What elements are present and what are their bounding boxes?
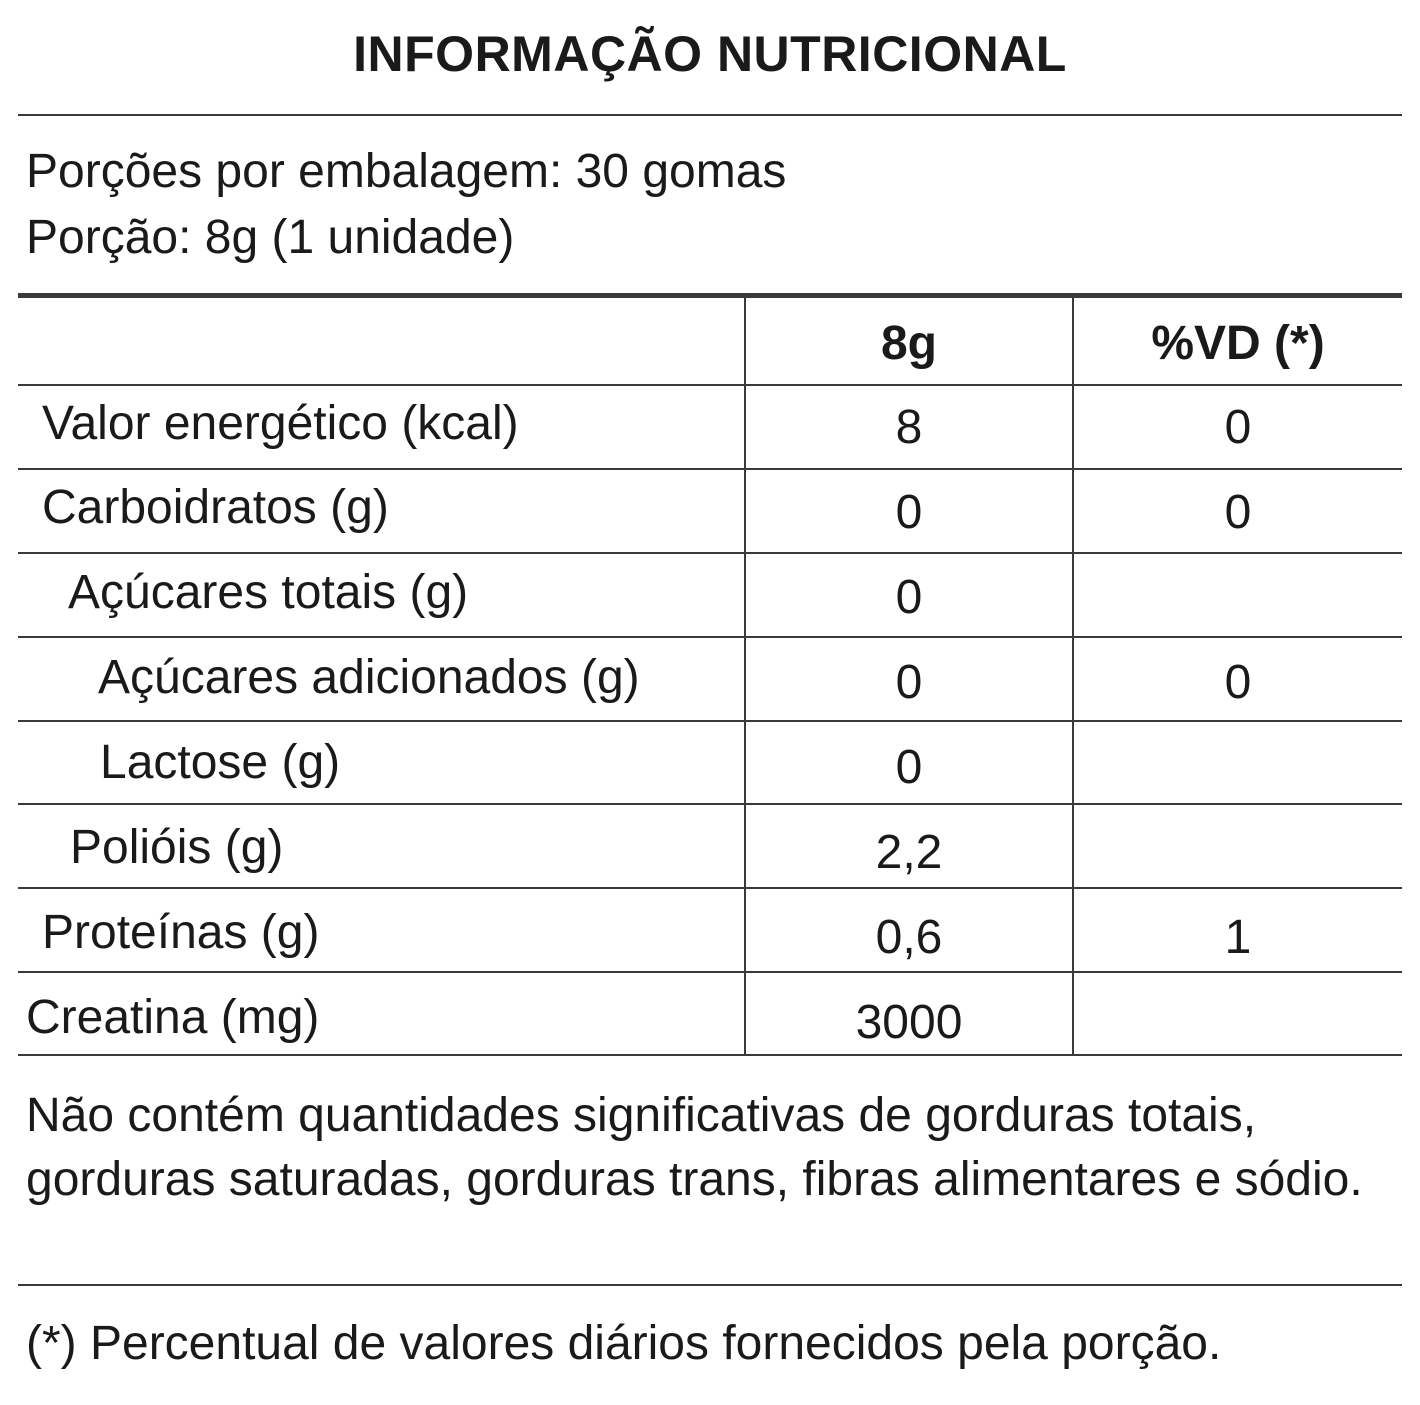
row-amount-creatine: 3000 (855, 996, 963, 1049)
row-label-carbs: Carboidratos (g) (42, 481, 389, 534)
row-amount-energy: 8 (895, 401, 923, 454)
row-label-total-sugars: Açúcares totais (g) (68, 566, 469, 619)
row-dv-energy: 0 (1224, 401, 1252, 454)
row-label-added-sugars: Açúcares adicionados (g) (98, 651, 640, 704)
row-dv-added-sugars: 0 (1224, 656, 1252, 709)
row-amount-total-sugars: 0 (895, 571, 923, 624)
row-label-polyols: Polióis (g) (70, 821, 284, 874)
row-divider (18, 1054, 1402, 1056)
divider (18, 114, 1402, 116)
row-dv-polyols (1074, 811, 1402, 895)
row-divider (18, 971, 1402, 973)
row-dv-total-sugars (1074, 556, 1402, 640)
row-dv-proteins: 1 (1224, 911, 1252, 964)
row-divider (18, 803, 1402, 805)
row-dv-creatine (1074, 981, 1402, 1065)
row-amount-added-sugars: 0 (895, 656, 923, 709)
header-amount: 8g (880, 317, 937, 370)
row-label-lactose: Lactose (g) (100, 736, 341, 789)
daily-value-footnote: (*) Percentual de valores diários fornecidos pela porção. (26, 1317, 1222, 1370)
row-divider (18, 887, 1402, 889)
servings-per-package: Porções por embalagem: 30 gomas (26, 145, 787, 198)
row-dv-carbs: 0 (1224, 486, 1252, 539)
thick-divider (18, 293, 1402, 298)
row-label-energy: Valor energético (kcal) (42, 397, 519, 450)
not-significant-note: Não contém quantidades significativas de gorduras totais, gorduras saturadas, gorduras trans, fibras alimentares e sódio. (26, 1089, 1363, 1206)
row-label-proteins: Proteínas (g) (42, 906, 320, 959)
label-title: INFORMAÇÃO NUTRICIONAL (353, 26, 1067, 82)
row-dv-lactose (1074, 726, 1402, 810)
row-amount-lactose: 0 (895, 741, 923, 794)
row-amount-carbs: 0 (895, 486, 923, 539)
row-amount-proteins: 0,6 (875, 911, 943, 964)
row-amount-polyols: 2,2 (875, 826, 943, 879)
divider (18, 1284, 1402, 1286)
serving-size: Porção: 8g (1 unidade) (26, 211, 515, 264)
row-label-creatine: Creatina (mg) (26, 991, 320, 1044)
header-daily-value: %VD (*) (1151, 317, 1325, 370)
